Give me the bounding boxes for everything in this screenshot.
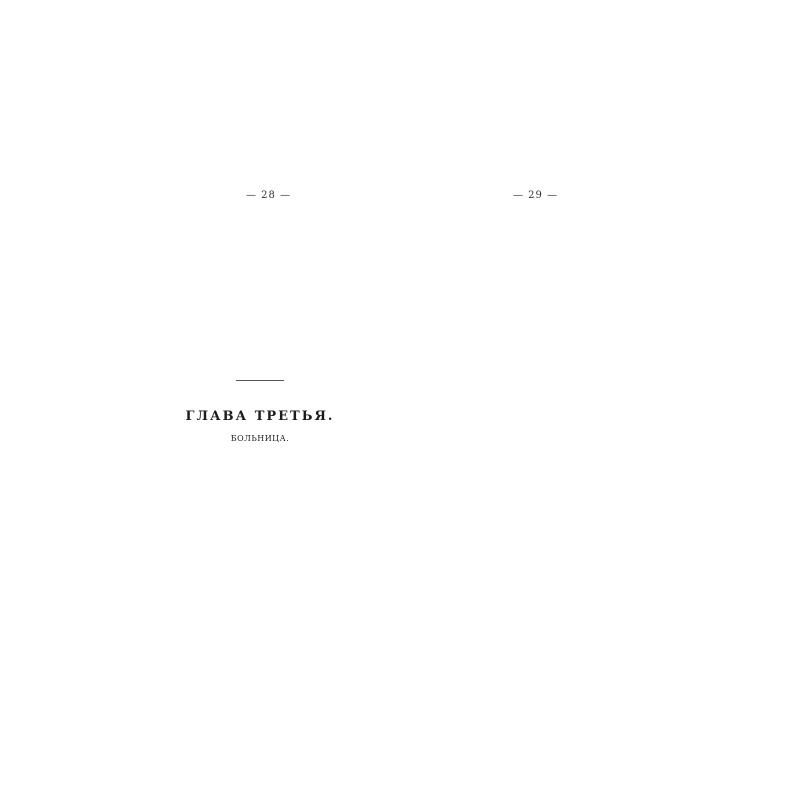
section-divider (236, 380, 284, 381)
page-number-right: — 29 — (513, 190, 559, 201)
chapter-title: ГЛАВА ТРЕТЬЯ. (185, 409, 335, 424)
page-number-left: — 28 — (246, 190, 292, 201)
chapter-subtitle: БОЛЬНИЦА. (230, 434, 290, 443)
page-left (130, 208, 390, 455)
